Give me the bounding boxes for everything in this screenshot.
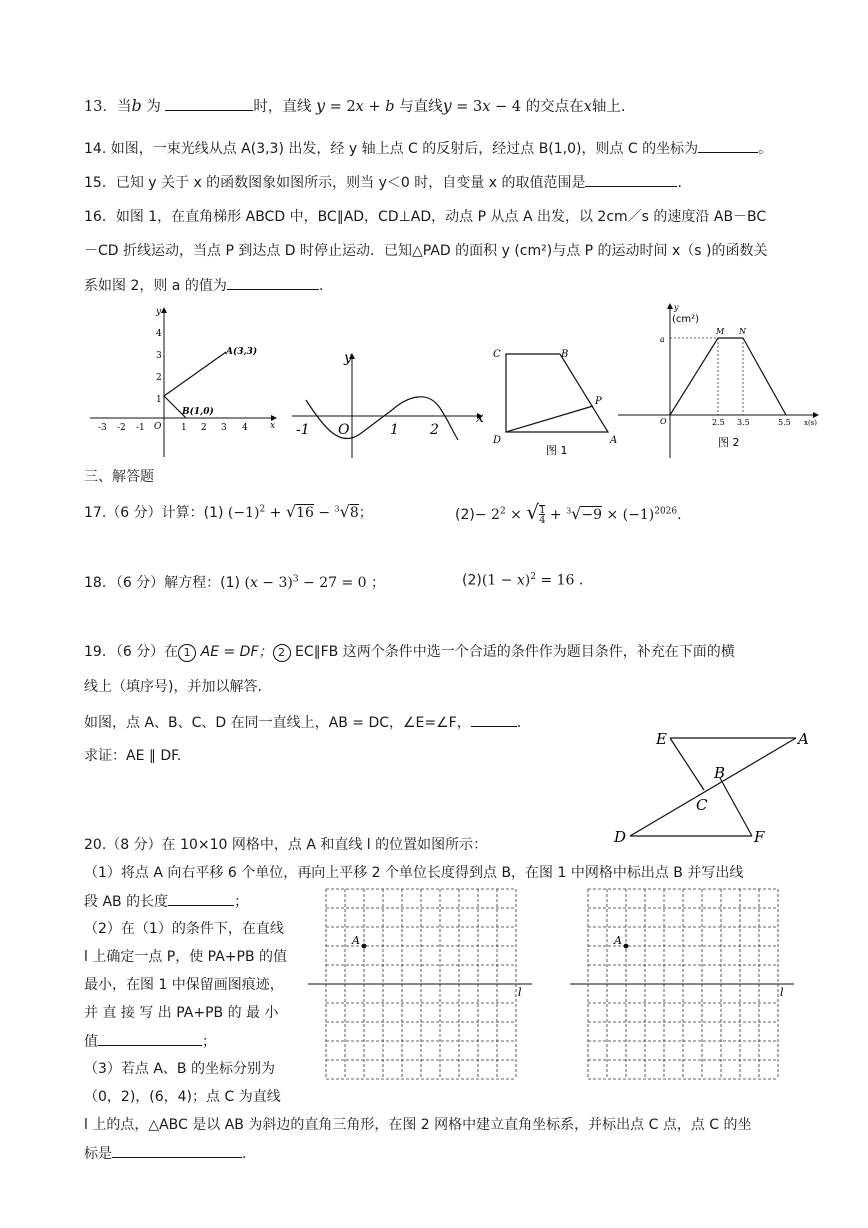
point-c-label: C: [696, 796, 708, 814]
point-b-label: B(1,0): [182, 407, 214, 417]
y-tick-label: 1: [156, 395, 162, 405]
figure-function-graph: [290, 350, 490, 462]
question-20-part-1b: 段 AB 的长度 ；: [84, 890, 248, 911]
x-tick-label: -1: [136, 423, 145, 433]
point-c-label: C: [493, 349, 501, 360]
point-a: [362, 944, 367, 949]
question-20-part-2b: l 上确定一点 P，使 PA+PB 的值: [84, 949, 288, 965]
answer-blank-15[interactable]: [585, 171, 677, 187]
point-a-label: A: [352, 934, 360, 947]
figure-area-time-graph: [618, 300, 828, 462]
figure-parallel-lines: [608, 722, 828, 848]
x-tick-label: -2: [117, 423, 126, 433]
option-circle: 2: [273, 644, 291, 662]
y-tick-label: 3: [156, 351, 162, 361]
x-axis-label: x(s): [804, 419, 818, 427]
question-13: 13．当b 为 时，直线 y = 2x + b 与直线y = 3x − 4 的交点在x轴上.: [84, 96, 626, 115]
area-curve: [670, 338, 786, 415]
question-18: 18．（6 分）解方程：(1) $(x - 3)^3 - 27 = 0$ ；: [84, 574, 386, 591]
a-label: a: [660, 335, 665, 344]
section-heading: 三、解答题: [84, 469, 154, 485]
question-19-line-2: 线上（填序号)，并加以解答.: [84, 679, 262, 695]
answer-blank-20-3[interactable]: [112, 1142, 242, 1158]
point-f-label: F: [754, 828, 765, 846]
x-tick-label: 3: [221, 423, 227, 433]
y-tick-label: 2: [156, 373, 162, 383]
question-20-part-2d: 并 直 接 写 出 PA+PB 的 最 小: [84, 1005, 279, 1021]
x-tick-label: 2.5: [712, 418, 725, 427]
point-e-label: E: [656, 730, 667, 748]
x-axis-label: x: [270, 421, 276, 431]
segment-ad: [630, 738, 796, 836]
x-tick-label: 3.5: [737, 418, 750, 427]
question-20-part-2e: 值 ；: [84, 1030, 216, 1051]
ray-a-to-c: [164, 352, 226, 396]
x-tick-label: -3: [98, 423, 107, 433]
line-l-label: l: [518, 986, 522, 999]
origin-label: O: [154, 422, 162, 432]
question-20-part-2a: （2）在（1）的条件下，在直线: [84, 921, 284, 937]
point-b-label: B: [714, 764, 726, 782]
origin-label: O: [338, 422, 350, 438]
point-d-label: D: [614, 828, 627, 846]
x-tick-label: 2: [201, 423, 207, 433]
tick-label: 2: [430, 422, 439, 438]
line-l-label: l: [780, 986, 784, 999]
question-18-part-2: $(2)(1 - x)^2 = 16$ .: [462, 572, 584, 589]
segment-dp: [506, 406, 593, 432]
answer-blank-14[interactable]: [698, 137, 758, 153]
point-a-label: A(3,3): [226, 347, 258, 357]
x-tick-label: 5.5: [778, 418, 791, 427]
question-20-part-2c: 最小，在图 1 中保留画图痕迹，: [84, 977, 284, 993]
point-d-label: D: [493, 435, 502, 446]
trapezoid-abcd: [506, 354, 608, 432]
figure-2-caption: 图 2: [718, 436, 740, 449]
answer-blank-19[interactable]: [471, 711, 517, 727]
question-20-part-1a: （1）将点 A 向右平移 6 个单位，再向上平移 2 个单位长度得到点 B，在图 1 中网格中标出点 B 并写出线: [84, 865, 744, 881]
question-17-part-2: $(2)- 2^2 \times √1$ $4 + ^3√-9 \times (-1)^{2026}$.: [455, 500, 682, 526]
answer-blank-20-1[interactable]: [168, 890, 234, 906]
y-axis-label: y: [674, 303, 679, 312]
answer-blank-13[interactable]: [165, 95, 253, 111]
x-tick-label: 4: [242, 423, 248, 433]
segment-ec: [670, 738, 704, 790]
y-tick-label: 4: [156, 329, 162, 339]
question-14: 14. 如图，一束光线从点 A(3,3) 出发，经 y 轴上点 C 的反射后，经过点 B(1,0)，则点 C 的坐标为 。: [84, 137, 772, 158]
question-20-part-3b: （0，2)，(6，4)；点 C 为直线: [84, 1089, 281, 1105]
tick-label: -1: [296, 422, 310, 438]
y-axis-label: y: [344, 350, 352, 366]
figure-light-reflection: [88, 302, 288, 462]
question-20-part-3c: l 上的点，△ABC 是以 AB 为斜边的直角三角形，在图 2 网格中建立直角坐标系，并标出点 C 点，点 C 的坐: [84, 1117, 752, 1133]
origin-label: O: [660, 417, 667, 426]
question-19-line-3: 如图，点 A、B、C、D 在同一直线上，AB = DC，∠E=∠F， .: [84, 711, 521, 732]
grid-figure-1[interactable]: [306, 886, 538, 1082]
point-a: [624, 944, 629, 949]
figure-trapezoid: [488, 342, 623, 462]
question-16-line-2: －CD 折线运动，当点 P 到达点 D 时停止运动．已知△PAD 的面积 y (cm²)与点 P 的运动时间 x（s )的函数关: [84, 243, 768, 259]
point-a-label: A: [610, 435, 618, 446]
figure-1-caption: 图 1: [546, 444, 568, 457]
y-axis-label: y: [156, 307, 162, 317]
question-16-line-1: 16．如图 1，在直角梯形 ABCD 中，BC∥AD，CD⊥AD，动点 P 从点 A 出发，以 2cm／s 的速度沿 AB－BC: [84, 209, 767, 225]
x-axis-label: x: [476, 410, 484, 426]
question-19-line-1: 19．（6 分）在 1 AE = DF； 2 EC∥FB 这两个条件中选一个合适的条件作为题目条件，补充在下面的横: [84, 644, 735, 660]
y-unit-label: (cm²): [672, 314, 700, 325]
point-m-label: M: [716, 327, 725, 336]
question-20-part-3a: （3）若点 A、B 的坐标分别为: [84, 1061, 275, 1077]
option-circle: 1: [178, 644, 196, 662]
x-tick-label: 1: [181, 423, 187, 433]
answer-blank-20-2[interactable]: [98, 1030, 202, 1046]
point-a-label: A: [798, 730, 809, 748]
question-16-line-3: 系如图 2，则 a 的值为 .: [84, 274, 323, 295]
question-20-line-1: 20.（8 分）在 10×10 网格中，点 A 和直线 l 的位置如图所示：: [84, 837, 488, 853]
question-19-line-4: 求证：AE ∥ DF.: [84, 748, 182, 764]
tick-label: 1: [390, 422, 399, 438]
point-n-label: N: [739, 327, 746, 336]
point-p-label: P: [595, 396, 602, 407]
question-20-part-3d: 标是 .: [84, 1142, 246, 1163]
answer-blank-16[interactable]: [227, 274, 319, 290]
point-a-label: A: [614, 934, 622, 947]
segment-fb: [720, 778, 752, 836]
point-b-label: B: [561, 349, 569, 360]
question-15: 15．已知 y 关于 x 的函数图象如图所示，则当 y＜0 时，自变量 x 的取值范围是 .: [84, 171, 682, 192]
question-17: 17.（6 分）计算：(1) $(-1)^2 + √16 - ^3√8$；: [84, 502, 373, 521]
grid-figure-2[interactable]: [568, 886, 800, 1082]
